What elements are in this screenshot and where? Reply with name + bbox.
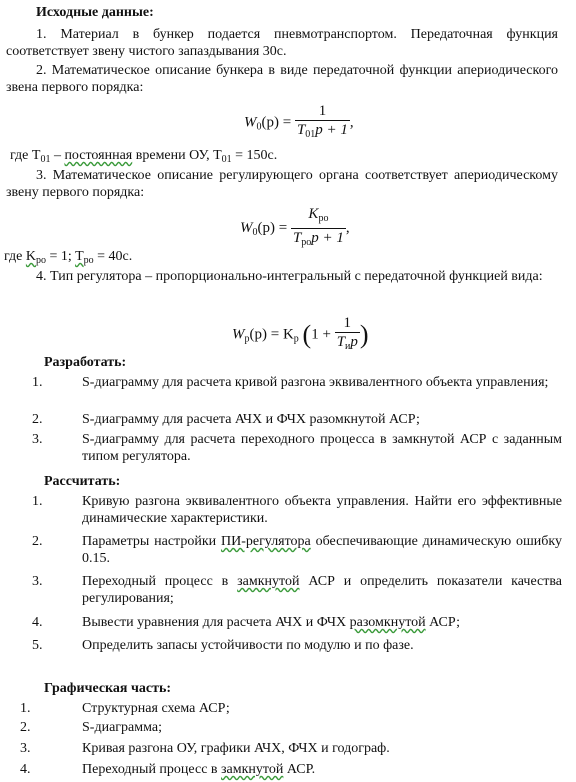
where2-mid: = 1; <box>46 249 76 264</box>
calc-item-4-text-a: Вывести уравнения для расчета АЧХ и ФЧХ <box>82 615 350 630</box>
formula3-right-paren: ) <box>359 320 369 349</box>
formula-bunker <box>244 102 354 144</box>
develop-item-1-text <box>6 374 562 391</box>
calc-item-1-text-content: Кривую разгона эквивалентного объекта управления. Найти его эффективные динамические характеристики. <box>82 494 562 526</box>
where1-rest: времени ОУ, T <box>132 148 222 163</box>
formula2-num-sub: рo <box>318 213 329 224</box>
paragraph-2: 2. Математическое описание бункера в виде передаточной функции апериодического звена первого порядка: <box>6 63 558 95</box>
develop-item-1-text-content: S-диаграмму для расчета кривой разгона эквивалентного объекта управления; <box>82 375 549 390</box>
formula1-den-rest: p + 1 <box>315 122 348 138</box>
formula-actuator <box>240 205 350 252</box>
paragraph-1: 1. Материал в бункер подается пневмотранспортом. Передаточная функция соответствует звену чистого запаздывания 30с. <box>6 27 558 59</box>
calc-item-3-text-b: АСР и определить показатели качества регулирования; <box>82 574 562 606</box>
formula2-tail: , <box>345 219 350 236</box>
develop-item-3 <box>6 431 562 465</box>
formula3-left-paren: ( <box>302 320 312 349</box>
formula2-lhs: W <box>240 219 253 236</box>
graphic-item-1-text: Структурная схема АСР; <box>82 701 230 716</box>
where2-end: = 40с. <box>93 249 133 264</box>
calc-item-5-number: 5. <box>32 638 43 653</box>
calc-item-2-text <box>6 533 562 567</box>
heading-initial-data: Исходные данные: <box>36 5 154 20</box>
calc-item-4-spellcheck-word: разомкнутой <box>349 615 426 630</box>
where1-end: = 150с. <box>231 148 278 163</box>
calc-item-3-text-a: Переходный процесс в <box>82 574 238 589</box>
formula1-lhs-sub: 0 <box>256 121 262 133</box>
calc-item-2-text-b: обеспечивающие динамическую ошибку 0.15. <box>82 534 562 566</box>
formula1-den-t: T <box>296 122 306 138</box>
heading-graphic: Графическая часть: <box>44 681 172 696</box>
formula2-fraction <box>291 205 346 252</box>
calc-item-1-text <box>6 493 562 527</box>
where2-t: T <box>75 249 84 264</box>
formula1-tail: , <box>349 114 354 131</box>
where2-k: K <box>25 249 37 264</box>
graphic-item-4-number: 4. <box>20 762 31 777</box>
formula2-num-k: K <box>308 206 319 222</box>
formula1-arg: (p) = <box>261 114 292 131</box>
formula-regulator <box>232 314 369 356</box>
develop-item-1 <box>6 374 562 391</box>
calc-item-1-number: 1. <box>32 494 43 509</box>
where1-spellcheck-word: постоянная <box>64 148 133 163</box>
calc-item-3-spellcheck-word: замкнутой <box>237 574 300 589</box>
calc-item-2-text-a: Параметры настройки <box>82 534 221 549</box>
develop-item-2-number: 2. <box>32 412 43 427</box>
graphic-item-4-text-b: АСР. <box>283 762 316 777</box>
graphic-item-4-text-a: Переходный процесс в <box>82 762 222 777</box>
formula3-den-t: T <box>336 334 346 350</box>
calc-item-4-text <box>82 614 562 631</box>
develop-item-2-text: S-диаграмму для расчета АЧХ и ФЧХ разомкнутой АСР; <box>82 412 420 427</box>
formula1-fraction <box>295 102 350 144</box>
calc-item-2 <box>6 533 562 567</box>
where2-prefix: где <box>4 249 26 264</box>
where1-sub: 01 <box>40 154 51 165</box>
formula3-arg: (p) = K <box>249 326 294 343</box>
calc-item-2-spellcheck-word: ПИ-регулятора <box>220 534 311 549</box>
where2-k-spellcheck <box>26 249 46 264</box>
where1-prefix: где T <box>10 148 41 163</box>
where1-sub2: 01 <box>221 154 232 165</box>
where-line-2 <box>4 248 556 269</box>
formula3-k-sub: p <box>293 333 299 345</box>
where2-k-sub: рo <box>36 255 47 266</box>
calc-item-4-number: 4. <box>32 615 43 630</box>
formula3-lhs-sub: p <box>244 333 250 345</box>
graphic-item-3-number: 3. <box>20 741 31 756</box>
formula3-fraction <box>335 314 360 356</box>
paragraph-4: 4. Тип регулятора – пропорционально-интегральный с передаточной функцией вида: <box>36 269 543 284</box>
develop-item-3-text-content: S-диаграмму для расчета переходного процесса в замкнутой АСР с заданным типом регулятора. <box>82 432 562 464</box>
formula3-den-p: p <box>350 334 358 350</box>
formula2-den-sub: рo <box>301 237 312 248</box>
calc-item-4-text-b: АСР; <box>425 615 461 630</box>
develop-item-1-number: 1. <box>32 375 43 390</box>
calc-item-3 <box>6 573 562 607</box>
where2-t-spellcheck <box>75 249 94 264</box>
where1-mid: – <box>50 148 65 163</box>
graphic-item-1-number: 1. <box>20 701 31 716</box>
heading-develop: Разработать: <box>44 355 127 370</box>
develop-item-3-number: 3. <box>32 432 43 447</box>
formula2-lhs-sub: 0 <box>252 226 258 238</box>
formula2-den-rest: p + 1 <box>311 230 344 246</box>
calc-item-1 <box>6 493 562 527</box>
formula3-lhs: W <box>232 326 245 343</box>
calc-item-3-text <box>6 573 562 607</box>
graphic-item-3-text: Кривая разгона ОУ, графики АЧХ, ФЧХ и годограф. <box>82 741 390 756</box>
calc-item-2-number: 2. <box>32 534 43 549</box>
formula2-arg: (p) = <box>257 219 288 236</box>
graphic-item-4-spellcheck-word: замкнутой <box>221 762 284 777</box>
where2-t-sub: рo <box>83 255 94 266</box>
develop-item-3-text <box>6 431 562 465</box>
formula3-one-plus: 1 + <box>311 326 331 343</box>
heading-calculate: Рассчитать: <box>44 474 121 489</box>
formula1-lhs: W <box>244 114 257 131</box>
formula2-den-t: T <box>292 230 302 246</box>
calc-item-5-text: Определить запасы устойчивости по модулю и по фазе. <box>82 638 414 653</box>
calc-item-3-number: 3. <box>32 574 43 589</box>
formula3-den-sub: и <box>345 341 351 352</box>
graphic-item-2-text: S-диаграмма; <box>82 720 162 735</box>
formula1-numerator: 1 <box>295 102 350 121</box>
where-line-1 <box>10 147 562 168</box>
graphic-item-4-text <box>82 761 562 778</box>
paragraph-3: 3. Математическое описание регулирующего органа соответствует апериодическому звену первого порядка: <box>6 168 558 200</box>
graphic-item-2-number: 2. <box>20 720 31 735</box>
formula1-den-sub: 01 <box>305 129 316 140</box>
formula3-numerator: 1 <box>335 314 360 333</box>
